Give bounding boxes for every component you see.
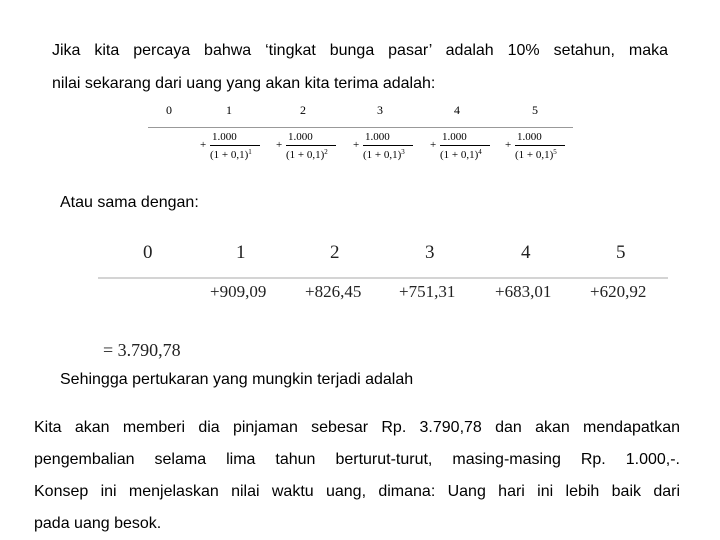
fraction-bar: [286, 145, 336, 146]
conclusion-line-4: pada uang besok.: [34, 515, 162, 532]
present-value: +909,09: [210, 282, 267, 301]
conclusion-line-2: pengembalian selama lima tahun berturut-turut, masing-masing Rp. 1.000,-.: [34, 451, 680, 468]
period-label: 3: [377, 103, 383, 117]
present-value: +683,01: [495, 282, 552, 301]
intro-line-2: nilai sekarang dari uang yang akan kita terima adalah:: [52, 75, 436, 92]
present-value: +751,31: [399, 282, 456, 301]
fraction-bar: [363, 145, 413, 146]
period-label: 4: [454, 103, 460, 117]
period-label: 4: [521, 242, 531, 263]
numerator: 1.000: [365, 131, 390, 143]
present-value-total: = 3.790,78: [103, 340, 181, 360]
period-label: 1: [236, 242, 246, 263]
denominator: $(1 + 0,1)^2$: [286, 148, 328, 161]
period-label: 0: [166, 103, 172, 117]
sehingga-label: Sehingga pertukaran yang mungkin terjadi adalah: [60, 371, 414, 388]
denominator: $(1 + 0,1)^4$: [440, 148, 482, 161]
fraction-bar: [440, 145, 490, 146]
numerator: 1.000: [517, 131, 542, 143]
numerator: 1.000: [288, 131, 313, 143]
period-label: 1: [226, 103, 232, 117]
period-label: 5: [616, 242, 626, 263]
timeline-axis: [148, 127, 573, 128]
denominator: $(1 + 0,1)^3$: [363, 148, 405, 161]
numerator: 1.000: [212, 131, 237, 143]
present-value: +620,92: [590, 282, 647, 301]
denominator: $(1 + 0,1)^1$: [210, 148, 252, 161]
period-label: 2: [300, 103, 306, 117]
timeline-values: [98, 238, 673, 308]
period-label: 2: [330, 242, 340, 263]
period-label: 5: [532, 103, 538, 117]
timeline-fractions: 0 1 2 3 4 5 + 1.000 $(1 + 0,1)^1$ + 1.000 $(1 + 0,1)^2$ + 1.000 $(1 + 0,1)^3$ + 1.000 $(1 + 0,1)^4$ + 1.000 $(1 + 0,1)^5$: [148, 100, 578, 172]
fraction-bar: [210, 145, 260, 146]
present-value: +826,45: [305, 282, 362, 301]
intro-line-1: Jika kita percaya bahwa ‘tingkat bunga pasar’ adalah 10% setahun, maka: [52, 42, 668, 59]
conclusion-line-1: Kita akan memberi dia pinjaman sebesar Rp. 3.790,78 dan akan mendapatkan: [34, 419, 680, 436]
period-label: 0: [143, 242, 153, 263]
timeline-axis: [98, 277, 668, 279]
intro-paragraph: [52, 34, 668, 100]
numerator: 1.000: [442, 131, 467, 143]
conclusion-line-3: Konsep ini menjelaskan nilai waktu uang, dimana: Uang hari ini lebih baik dari: [34, 483, 680, 500]
conclusion-paragraph: [34, 412, 680, 540]
period-label: 3: [425, 242, 435, 263]
atau-label: Atau sama dengan:: [60, 194, 199, 211]
denominator: $(1 + 0,1)^5$: [515, 148, 557, 161]
fraction-bar: [515, 145, 565, 146]
